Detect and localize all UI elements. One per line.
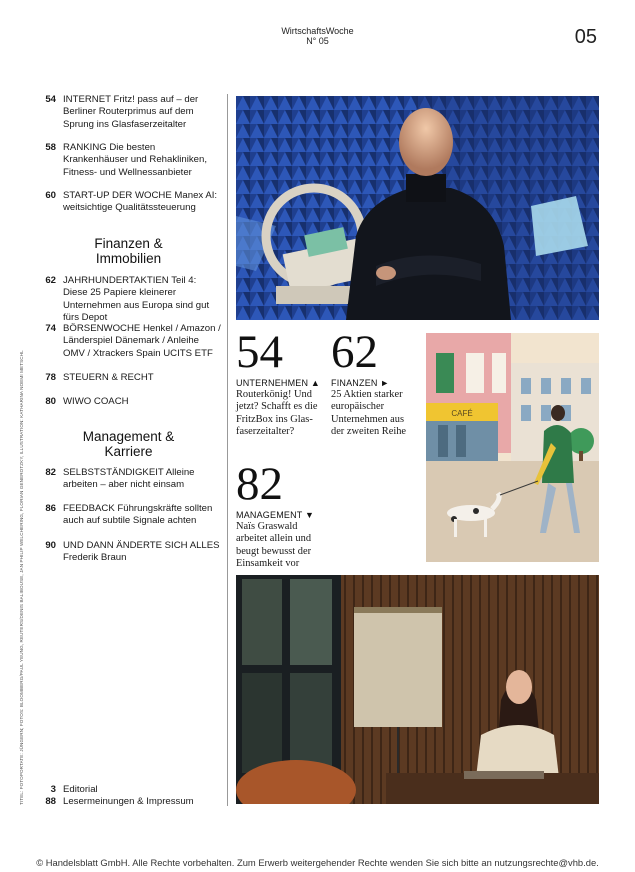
- toc-entry[interactable]: [36, 94, 221, 131]
- toc-page: 82: [45, 467, 56, 478]
- teaser-page-number: 62: [331, 326, 378, 378]
- toc-page: 3: [50, 784, 56, 795]
- teaser-line: FritzBox ins Glas-: [236, 413, 313, 425]
- teaser-page-number: 54: [236, 326, 283, 378]
- toc-page: 78: [45, 372, 56, 383]
- teaser-line: faserzeitalter?: [236, 425, 295, 437]
- toc-title: UND DANN ÄNDERTE SICH ALLES Frederik Braun: [63, 540, 220, 564]
- teaser-line: 25 Aktien starker: [331, 389, 403, 400]
- photo-router-ceo[interactable]: [236, 96, 599, 320]
- toc-page: 86: [45, 503, 56, 514]
- toc-title: START-UP DER WOCHE Manex AI: weitsichtige Qualitätssteuerung: [63, 190, 218, 214]
- teaser-line: europäischer: [331, 401, 385, 413]
- toc-page: 90: [45, 540, 56, 551]
- section-heading-management: Management & Karriere: [82, 429, 175, 459]
- photo-management-office[interactable]: [236, 575, 599, 804]
- teaser-62[interactable]: [331, 326, 423, 438]
- toc-entry[interactable]: [36, 503, 221, 528]
- toc-title: Editorial: [63, 784, 98, 795]
- teaser-label: UNTERNEHMEN ▲: [236, 378, 321, 388]
- teaser-line: Naïs Graswald: [236, 521, 298, 532]
- toc-title: INTERNET Fritz! pass auf – der Berliner Routerprimus auf dem Sprung ins Glasfaserzeitalter: [63, 94, 199, 130]
- teaser-page-number: 82: [236, 458, 283, 510]
- section-heading-finanzen: Finanzen & Immobilien: [94, 236, 163, 266]
- toc-entry[interactable]: [36, 190, 221, 215]
- toc-entry[interactable]: [36, 275, 221, 325]
- masthead: [0, 26, 635, 46]
- toc-entry[interactable]: [36, 396, 221, 408]
- toc-page: 74: [45, 323, 56, 334]
- toc-page: 80: [45, 396, 56, 407]
- teaser-label: MANAGEMENT ▼: [236, 510, 315, 520]
- toc-title: Lesermeinungen & Impressum: [63, 796, 194, 807]
- toc-entry[interactable]: [36, 540, 221, 565]
- teaser-line: Unternehmen aus: [331, 413, 404, 425]
- illustration-street-scene-image: [426, 333, 599, 562]
- toc-page: 54: [45, 94, 56, 105]
- toc-title: BÖRSENWOCHE Henkel / Amazon / Länderspiel Dänemark / Anleihe OMV / Xtrackers Spain UCITS ETF: [63, 323, 221, 359]
- toc-entry[interactable]: [36, 467, 221, 492]
- illustration-street-scene[interactable]: [426, 333, 599, 562]
- teaser-line: jetzt? Schafft es die: [236, 401, 318, 413]
- toc-entry[interactable]: [36, 323, 221, 360]
- page-number: 05: [574, 26, 597, 48]
- toc-title: FEEDBACK Führungskräfte sollten auch auf subtile Signale achten: [63, 503, 213, 527]
- brand-name: WirtschaftsWoche: [281, 26, 354, 36]
- cafe-sign: CAFÉ: [451, 409, 473, 418]
- toc-title: JAHRHUNDERTAKTIEN Teil 4: Diese 25 Papiere kleinerer Unternehmen aus Europa sind gut fürs Depot: [63, 275, 210, 324]
- toc-entry[interactable]: [36, 784, 221, 796]
- teaser-line: der zweiten Reihe: [331, 425, 407, 437]
- toc-entry[interactable]: [36, 142, 221, 179]
- toc-entry[interactable]: [36, 372, 221, 384]
- photo-credits: TITEL: FOTOPORTATE: JÜNGERN; FOTOS: BLOOMBERG/PAUL YEUNG, REUTERS/DENIS BALIBOUSE, JAN PHILIP WELCHERING, FLORIAN GENEROTZKY, ILLUSTRATION: KATHARINA NOEMI METSCHL: [19, 350, 24, 805]
- copyright-footer: © Handelsblatt GmbH. Alle Rechte vorbehalten. Zum Erwerb weitergehender Rechte wenden Sie sich bitte an nutzungsrechte@vhb.de.: [36, 857, 599, 868]
- toc-title: SELBSTSTÄNDIGKEIT Alleine arbeiten – aber nicht einsam: [63, 467, 195, 491]
- teaser-line: Einsamkeit vor: [236, 557, 300, 569]
- teaser-82[interactable]: [236, 458, 336, 570]
- toc-title: RANKING Die besten Krankenhäuser und Rehakliniken, Fitness- und Wellnessanbieter: [63, 142, 207, 178]
- issue-number: N° 05: [306, 36, 329, 46]
- toc-title: WIWO COACH: [63, 396, 129, 407]
- teaser-label: FINANZEN ►: [331, 378, 390, 388]
- teaser-54[interactable]: [236, 326, 326, 438]
- photo-router-ceo-image: [236, 96, 599, 320]
- toc-entry[interactable]: [36, 796, 221, 808]
- toc-title: STEUERN & RECHT: [63, 372, 154, 383]
- teaser-line: arbeitet allein und: [236, 533, 312, 545]
- toc-page: 88: [45, 796, 56, 807]
- teaser-line: Routerkönig! Und: [236, 389, 312, 400]
- toc-page: 62: [45, 275, 56, 286]
- photo-management-office-image: [236, 575, 599, 804]
- teaser-line: beugt bewusst der: [236, 545, 312, 557]
- toc-page: 60: [45, 190, 56, 201]
- toc-page: 58: [45, 142, 56, 153]
- column-divider: [227, 94, 228, 806]
